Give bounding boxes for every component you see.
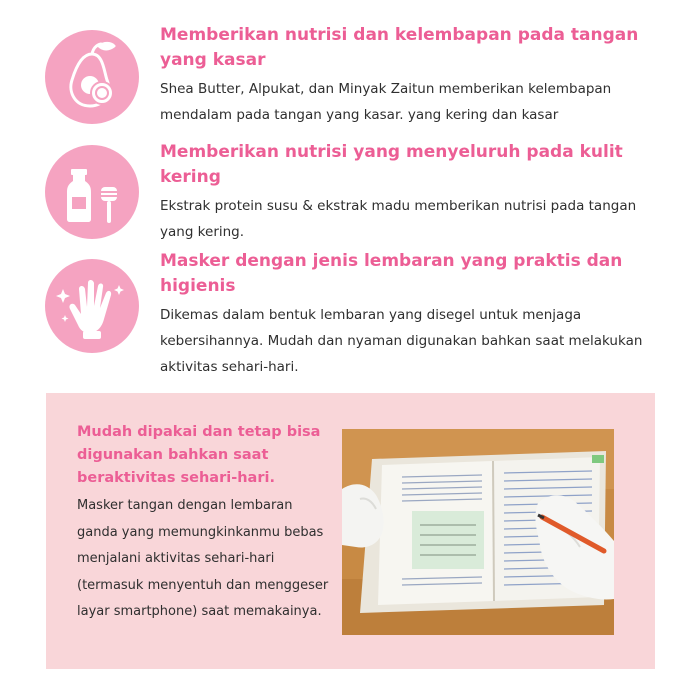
panel-description: Masker tangan dengan lembaran ganda yang memungkinkanmu bebas menjalani aktivitas sehari-hari (termasuk menyentuh dan menggeser layar smartphone) saat memakainya. [77, 498, 329, 619]
feature-title: Memberikan nutrisi dan kelembapan pada tangan yang kasar [160, 25, 639, 70]
gloved-hand-sparkle-icon [45, 259, 139, 353]
feature-description: Dikemas dalam bentuk lembaran yang disegel untuk menjaga kebersihannya. Mudah dan nyaman digunakan bahkan saat melakukan aktivitas sehari-hari. [160, 307, 643, 375]
feature-title: Masker dengan jenis lembaran yang praktis dan higienis [160, 251, 623, 296]
avocado-icon [45, 30, 139, 124]
usage-panel [46, 393, 655, 669]
milk-bottle-honey-dipper-icon [45, 145, 139, 239]
feature-title: Memberikan nutrisi yang menyeluruh pada kulit kering [160, 142, 623, 187]
feature-description: Ekstrak protein susu & ekstrak madu memberikan nutrisi pada tangan yang kering. [160, 198, 637, 240]
feature-description: Shea Butter, Alpukat, dan Minyak Zaitun memberikan kelembapan mendalam pada tangan yang kasar. yang kering dan kasar [160, 81, 612, 123]
hands-writing-photo [342, 429, 614, 635]
panel-title: Mudah dipakai dan tetap bisa digunakan bahkan saat beraktivitas sehari-hari. [77, 424, 321, 486]
